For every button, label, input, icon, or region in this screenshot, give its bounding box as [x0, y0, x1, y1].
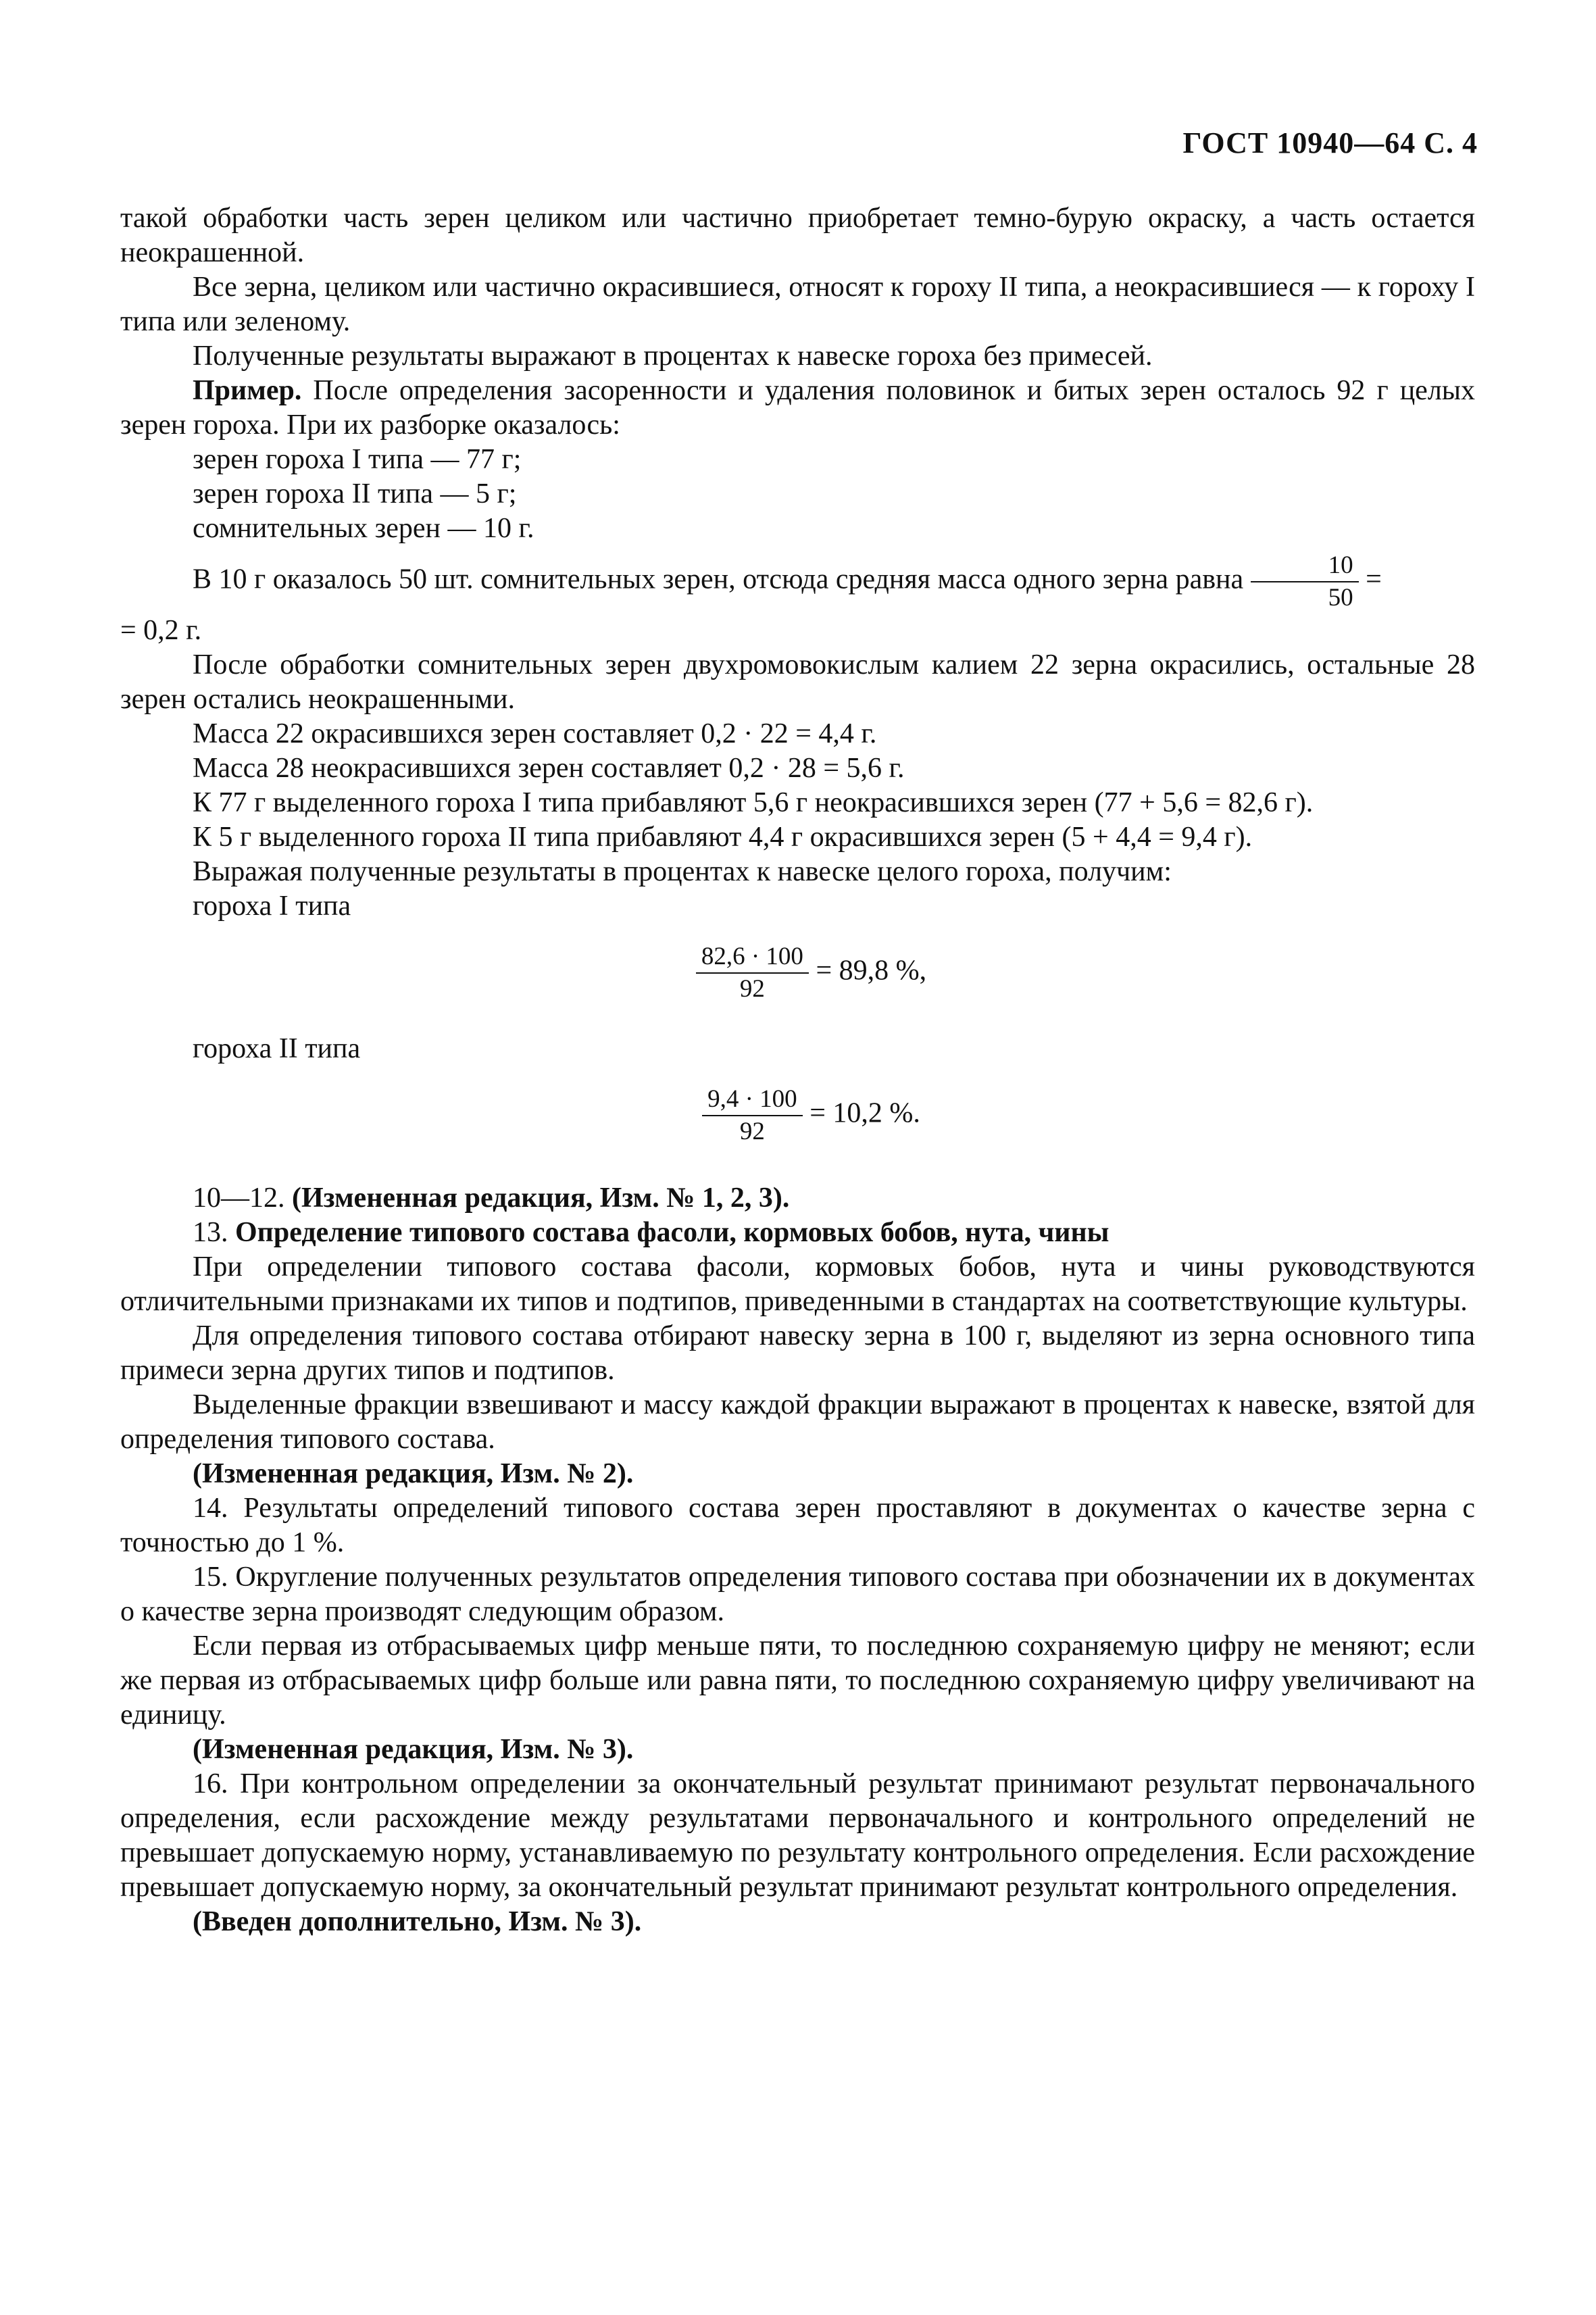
paragraph: Выражая полученные результаты в процентах к навеске целого гороха, получим:	[193, 856, 1172, 887]
paragraph: Если первая из отбрасываемых цифр меньше пяти, то последнюю сохраняемую цифру не меняют; если же первая из отбрасываемых цифр больше или равна пяти, то последнюю сохраняемую цифру увеличивают на единицу.	[120, 1631, 1475, 1731]
paragraph-amendment	[120, 1181, 1475, 1216]
paragraph: Для определения типового состава отбирают навеску зерна в 100 г, выделяют из зерна основного типа примеси зерна других типов и подтипов.	[120, 1320, 1475, 1386]
fraction	[696, 941, 809, 1005]
paragraph-text: В 10 г оказалось 50 шт. сомнительных зерен, отсюда средняя масса одного зерна равна	[193, 564, 1251, 595]
paragraph: гороха II типа	[193, 1033, 361, 1064]
fraction-numerator: 82,6 · 100	[696, 941, 809, 974]
paragraph: После обработки сомнительных зерен двухромовокислым калием 22 зерна окрасились, остальные 28 зерен остались неокрашенными.	[120, 649, 1475, 715]
amendment-note: (Измененная редакция, Изм. № 3).	[193, 1734, 634, 1765]
list-item: зерен гороха I типа — 77 г;	[193, 444, 522, 475]
fraction-denominator: 50	[1328, 584, 1353, 612]
paragraph: Масса 22 окрасившихся зерен составляет 0,2 · 22 = 4,4 г.	[193, 718, 877, 749]
clause-number: 13.	[193, 1217, 228, 1248]
paragraph: такой обработки часть зерен целиком или частично приобретает темно-бурую окраску, а часть остается неокрашенной.	[120, 203, 1475, 268]
paragraph: Масса 28 неокрасившихся зерен составляет 0,2 · 28 = 5,6 г.	[193, 753, 905, 784]
fraction	[702, 1084, 803, 1147]
paragraph-example	[120, 374, 1475, 443]
amendment-note: (Измененная редакция, Изм. № 2).	[193, 1458, 634, 1489]
paragraph: Выделенные фракции взвешивают и массу каждой фракции выражают в процентах к навеске, взятой для определения типового состава.	[120, 1389, 1475, 1455]
clause-number: 10—12.	[193, 1183, 285, 1214]
paragraph: Полученные результаты выражают в процентах к навеске гороха без примесей.	[193, 341, 1153, 372]
paragraph: = 0,2 г.	[120, 615, 202, 646]
document-body	[120, 201, 1475, 1939]
amendment-note: (Введен дополнительно, Изм. № 3).	[193, 1906, 642, 1937]
page-header: ГОСТ 10940—64 С. 4	[1182, 126, 1478, 159]
equals-sign: =	[1358, 564, 1382, 595]
fraction-numerator: 9,4 · 100	[702, 1084, 803, 1116]
paragraph: При определении типового состава фасоли, кормовых бобов, нута и чины руководствуются отличительными признаками их типов и подтипов, приведенными в стандартах на соответствующие культуры.	[120, 1251, 1475, 1317]
paragraph: гороха I типа	[193, 891, 351, 922]
list-item: зерен гороха II типа — 5 г;	[193, 478, 517, 509]
formula	[120, 941, 1475, 1005]
fraction-denominator: 92	[739, 1118, 765, 1145]
example-text: После определения засоренности и удаления половинок и битых зерен осталось 92 г целых зерен гороха. При их разборке оказалось:	[120, 375, 1475, 441]
paragraph: 15. Округление полученных результатов определения типового состава при обозначении их в документах о качестве зерна производят следующим образом.	[120, 1562, 1475, 1627]
formula-result: = 10,2 %.	[802, 1097, 920, 1129]
paragraph: 16. При контрольном определении за окончательный результат принимают результат первоначального определения, если расхождение между результатами первоначального и контрольного определений не превышает допускаемую норму, устанавливаемую по результату контрольного определения. Если расхождение превышает допускаемую норму, за окончательный результат принимают результат контрольного определения.	[120, 1768, 1475, 1903]
paragraph: К 5 г выделенного гороха II типа прибавляют 4,4 г окрасившихся зерен (5 + 4,4 = 9,4 г).	[193, 822, 1253, 853]
fraction-denominator: 92	[739, 975, 765, 1003]
fraction	[1251, 550, 1359, 614]
amendment-note: (Измененная редакция, Изм. № 1, 2, 3).	[284, 1183, 790, 1214]
list-item: сомнительных зерен — 10 г.	[193, 513, 534, 544]
paragraph: Все зерна, целиком или частично окрасившиеся, относят к гороху II типа, а неокрасившиеся — к гороху I типа или зеленому.	[120, 272, 1475, 337]
paragraph: К 77 г выделенного гороха I типа прибавляют 5,6 г неокрасившихся зерен (77 + 5,6 = 82,6 г).	[193, 787, 1314, 818]
paragraph: 14. Результаты определений типового состава зерен проставляют в документах о качестве зерна с точностью до 1 %.	[120, 1493, 1475, 1558]
example-label: Пример.	[193, 375, 302, 406]
fraction-numerator: 10	[1251, 550, 1359, 582]
formula-result: = 89,8 %,	[808, 955, 927, 987]
paragraph-with-fraction	[120, 550, 1475, 614]
formula	[120, 1084, 1475, 1147]
section-title: Определение типового состава фасоли, кормовых бобов, нута, чины	[228, 1217, 1109, 1248]
section-heading	[120, 1216, 1475, 1250]
